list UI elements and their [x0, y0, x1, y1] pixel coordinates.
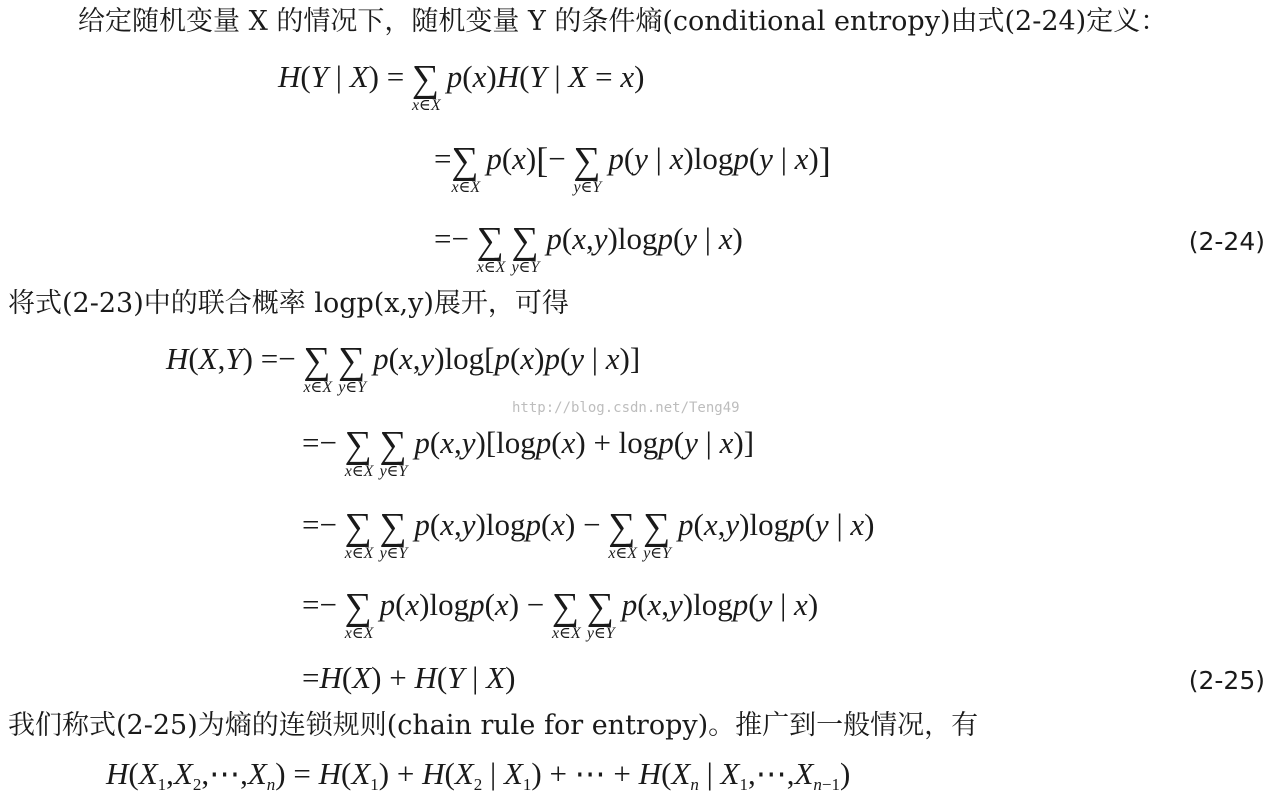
sum-subscript: x∈X [608, 545, 638, 562]
sum-subscript: y∈Y [379, 463, 408, 480]
sum-subscript: x∈X [411, 97, 441, 114]
eq-2-25-line-4: =− ∑ x∈X p(x)logp(x) − ∑ x∈X ∑ y∈Y p(x,y)logp(y | x) [302, 586, 819, 642]
sum-subscript: y∈Y [643, 545, 672, 562]
eq-2-25-line-3: =− ∑ x∈X ∑ y∈Y p(x,y)logp(x) − ∑ x∈X ∑ y∈Y p(x,y)logp(y | x) [302, 506, 875, 562]
sum-subscript: x∈X [303, 379, 333, 396]
chain-rule-equation: H(X1,X2,⋯,Xn) = H(X1) + H(X2 | X1) + ⋯ + H(Xn | X1,⋯,Xn−1) [106, 756, 851, 794]
sum-subscript: y∈Y [338, 379, 367, 396]
equation-number-2-24: (2-24) [1188, 227, 1265, 256]
sum-subscript: x∈X [344, 545, 374, 562]
eq-2-24-line-3: =− ∑ x∈X ∑ y∈Y p(x,y)logp(y | x) [434, 220, 743, 276]
equation-number-2-25: (2-25) [1188, 666, 1265, 695]
watermark: http://blog.csdn.net/Teng49 [512, 400, 740, 416]
paragraph-3: 我们称式(2-25)为熵的连锁规则(chain rule for entropy)。推广到一般情况，有 [8, 710, 979, 741]
paragraph-1: 给定随机变量 X 的情况下，随机变量 Y 的条件熵(conditional entropy)由式(2-24)定义： [78, 6, 1168, 37]
sum-subscript: y∈Y [511, 259, 540, 276]
eq-2-25-line-5: =H(X) + H(Y | X) [302, 660, 516, 695]
sum-subscript: x∈X [552, 625, 581, 642]
eq-2-24-line-1: H(Y | X) = ∑ x∈X p(x)H(Y | X = x) [278, 58, 645, 114]
sum-subscript: y∈Y [586, 625, 615, 642]
sum-subscript: x∈X [451, 179, 481, 196]
sum-subscript: x∈X [344, 625, 374, 642]
sum-subscript: x∈X [476, 259, 506, 276]
eq-2-25-line-2: =− ∑ x∈X ∑ y∈Y p(x,y)[logp(x) + logp(y | x)] [302, 424, 755, 480]
sum-subscript: y∈Y [573, 179, 602, 196]
paragraph-2: 将式(2-23)中的联合概率 logp(x,y)展开，可得 [8, 288, 569, 319]
eq-2-25-line-1: H(X,Y) =− ∑ x∈X ∑ y∈Y p(x,y)log[p(x)p(y | x)] [166, 340, 641, 396]
eq-2-24-line-2: =∑ x∈X p(x)[− ∑ y∈Y p(y | x)logp(y | x)] [434, 140, 831, 196]
sum-subscript: x∈X [344, 463, 374, 480]
sum-subscript: y∈Y [379, 545, 408, 562]
